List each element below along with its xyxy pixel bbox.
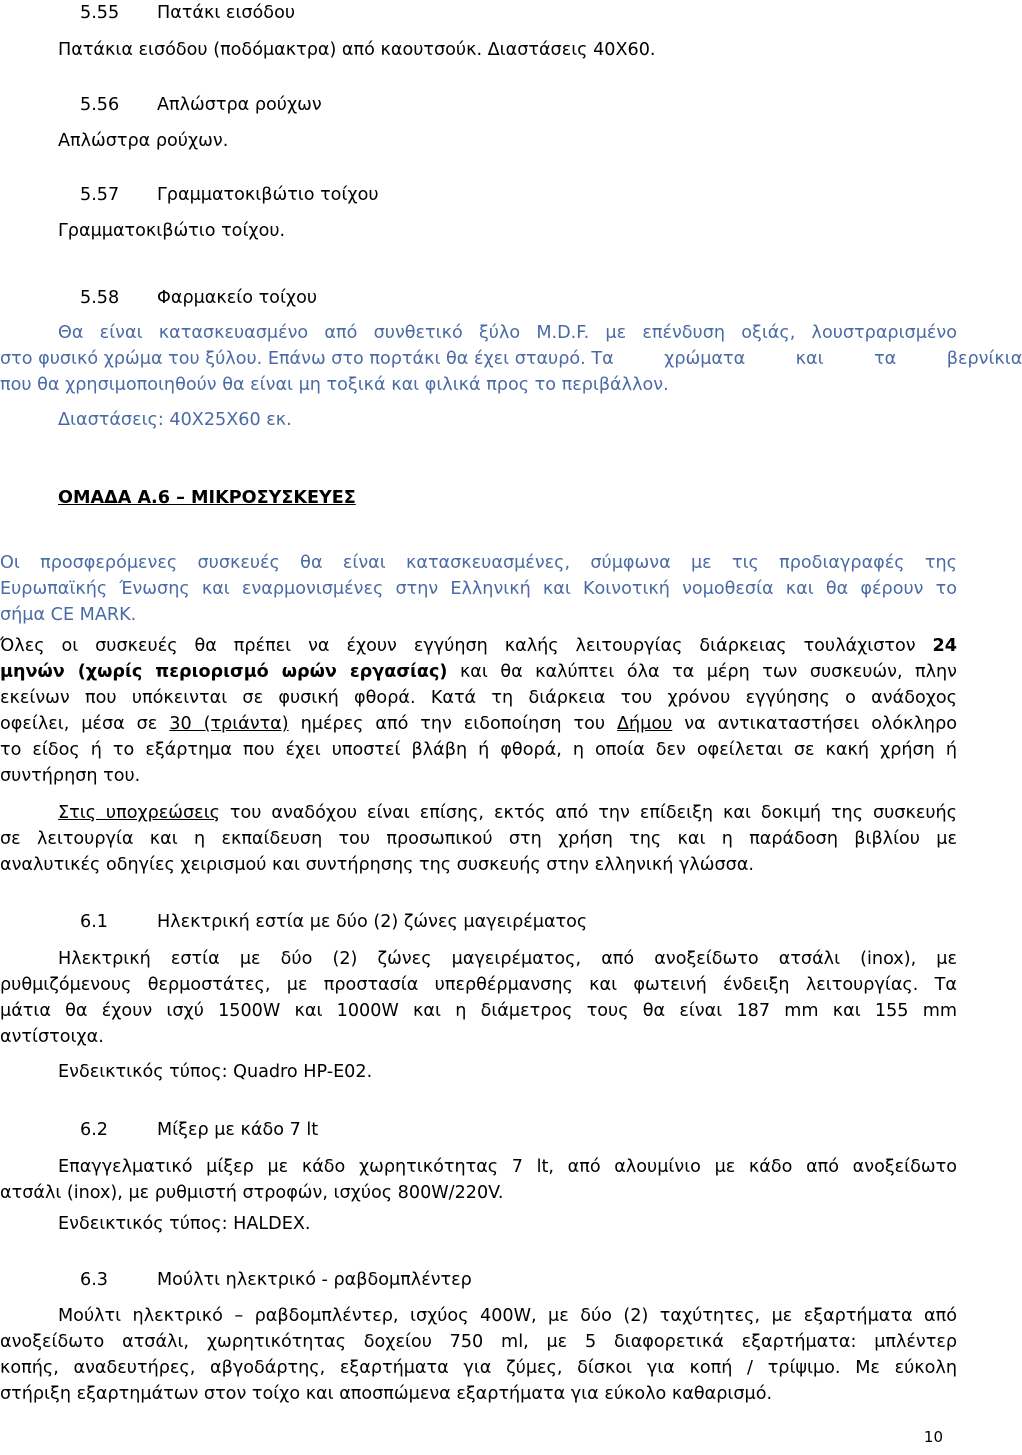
product-description-line: Ηλεκτρική εστία με δύο (2) ζώνες μαγειρέματος, από ανοξείδωτο ατσάλι (inox), με (58, 949, 957, 969)
page-number: 10 (923, 1428, 943, 1446)
item-description-line: που θα χρησιμοποιηθούν θα είναι μη τοξικά και φιλικά προς το περιβάλλον. (0, 375, 669, 395)
warranty-line: Όλες οι συσκευές θα πρέπει να έχουν εγγύηση καλής λειτουργίας διάρκειας τουλάχιστον 24 (0, 636, 957, 656)
item-description: Απλώστρα ρούχων. (58, 131, 229, 151)
item-heading: 5.58 Φαρμακείο τοίχου (80, 288, 318, 308)
product-description-line: κοπής, αναδευτήρες, αβγοδάρτης, εξαρτήματα για ζύμες, δίσκοι για κοπή / τρίψιμο. Με εύκολη (0, 1358, 957, 1378)
item-description-line: Θα είναι κατασκευασμένο από συνθετικό ξύλο M.D.F. με επένδυση οξιάς, λουστραρισμένο (58, 323, 957, 343)
product-description-line: στήριξη εξαρτημάτων στον τοίχο και αποσπώμενα εξαρτήματα για εύκολο καθαρισμό. (0, 1384, 773, 1404)
product-description-line: ανοξείδωτο ατσάλι, χωρητικότητας δοχείου 750 ml, με 5 διαφορετικά εξαρτήματα: μπλέντερ (0, 1332, 957, 1352)
intro-line: Οι προσφερόμενες συσκευές θα είναι κατασκευασμένες, σύμφωνα με τις προδιαγραφές της (0, 553, 957, 573)
obligations-line: Στις υποχρεώσεις του αναδόχου είναι επίσης, εκτός από την επίδειξη και δοκιμή της συσκευής (58, 803, 957, 823)
product-description-line: ρυθμιζόμενους θερμοστάτες, με προστασία υπερθέρμανσης και φωτεινή ένδειξη λειτουργίας. Τα (0, 975, 957, 995)
product-description-line: μάτια θα έχουν ισχύ 1500W και 1000W και η διάμετρος τους θα είναι 187 mm και 155 mm (0, 1001, 957, 1021)
item-heading: 5.55 Πατάκι εισόδου (80, 3, 296, 23)
group-heading: ΟΜΑΔΑ Α.6 – ΜΙΚΡΟΣΥΣΚΕΥΕΣ (58, 488, 356, 508)
item-dimensions: Διαστάσεις: 40Χ25Χ60 εκ. (58, 410, 292, 430)
intro-line: σήμα CE MARK. (0, 605, 137, 625)
product-heading: 6.2 Μίξερ με κάδο 7 lt (80, 1120, 319, 1140)
intro-line: Ευρωπαϊκής Ένωσης και εναρμονισμένες στην Ελληνική και Κοινοτική νομοθεσία και θα φέρουν το (0, 579, 957, 599)
product-model: Ενδεικτικός τύπος: HALDEX. (58, 1214, 311, 1234)
warranty-line: το είδος ή το εξάρτημα που έχει υποστεί βλάβη ή φθορά, η οποία δεν οφείλεται σε κακή χρήση ή (0, 740, 957, 760)
product-description-line: Επαγγελματικό μίξερ με κάδο χωρητικότητας 7 lt, από αλουμίνιο με κάδο από ανοξείδωτο (58, 1157, 957, 1177)
product-description-line: ατσάλι (inox), με ρυθμιστή στροφών, ισχύος 800W/220V. (0, 1183, 504, 1203)
item-description: Γραμματοκιβώτιο τοίχου. (58, 221, 286, 241)
obligations-line: αναλυτικές οδηγίες χειρισμού και συντήρησης της συσκευής στην ελληνική γλώσσα. (0, 855, 755, 875)
warranty-line: οφείλει, μέσα σε 30 (τριάντα) ημέρες από την ειδοποίηση του Δήμου να αντικαταστήσει ολόκληρο (0, 714, 958, 734)
item-heading: 5.56 Απλώστρα ρούχων (80, 95, 322, 115)
product-description-line: αντίστοιχα. (0, 1027, 104, 1047)
item-heading: 5.57 Γραμματοκιβώτιο τοίχου (80, 185, 379, 205)
warranty-line: μηνών (χωρίς περιορισμό ωρών εργασίας) και θα καλύπτει όλα τα μέρη των συσκευών, πλην (0, 662, 957, 682)
product-heading: 6.1 Ηλεκτρική εστία με δύο (2) ζώνες μαγειρέματος (80, 912, 588, 932)
product-heading: 6.3 Μούλτι ηλεκτρικό - ραβδομπλέντερ (80, 1270, 472, 1290)
item-description: Πατάκια εισόδου (ποδόμακτρα) από καουτσούκ. Διαστάσεις 40Χ60. (58, 40, 656, 60)
product-model: Ενδεικτικός τύπος: Quadro HP-E02. (58, 1062, 373, 1082)
warranty-line: εκείνων που υπόκεινται σε φυσική φθορά. Κατά τη διάρκεια του χρόνου εγγύησης ο ανάδοχος (0, 688, 957, 708)
obligations-line: σε λειτουργία και η εκπαίδευση του προσωπικού στη χρήση της και η παράδοση βιβλίου με (0, 829, 957, 849)
item-description-line: στο φυσικό χρώμα του ξύλου. Επάνω στο πορτάκι θα έχει σταυρό. Τα χρώματα και τα βερνίκια (0, 349, 1022, 369)
product-description-line: Μούλτι ηλεκτρικό – ραβδομπλέντερ, ισχύος 400W, με δύο (2) ταχύτητες, με εξαρτήματα από (58, 1306, 957, 1326)
warranty-line: συντήρηση του. (0, 766, 141, 786)
